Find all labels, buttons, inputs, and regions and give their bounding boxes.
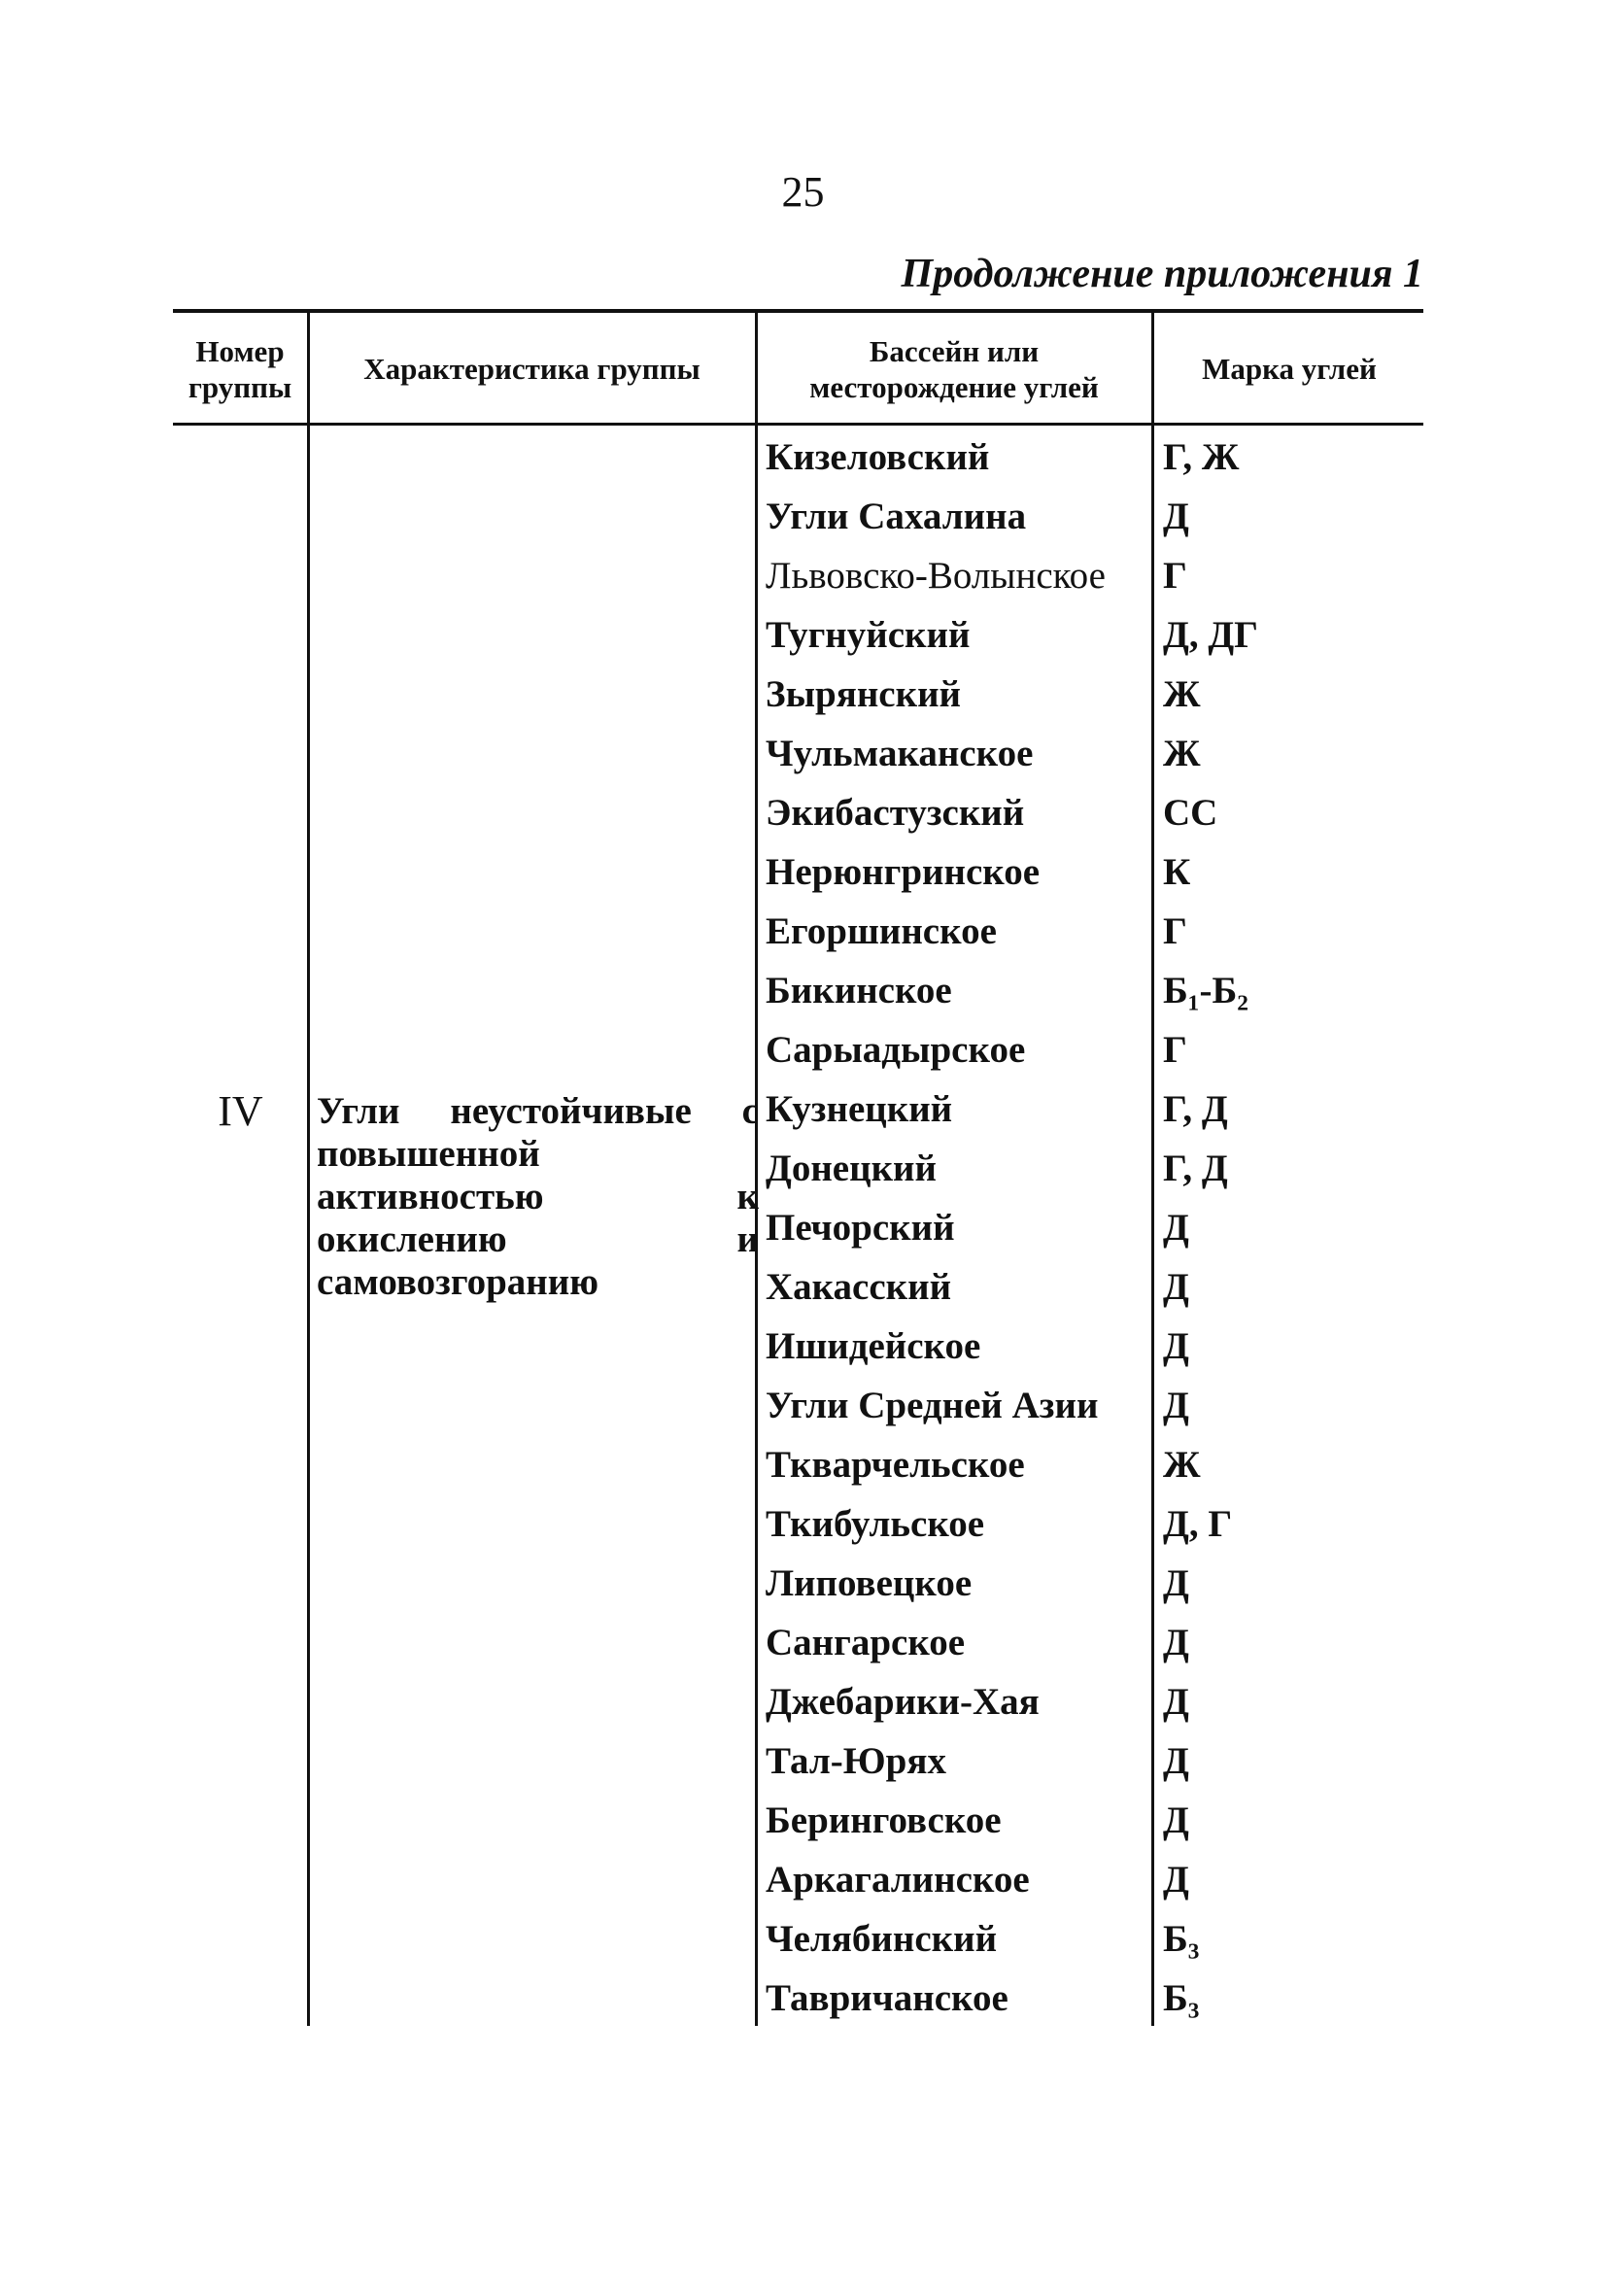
table-row [0, 665, 1606, 724]
basin-cell: Ишидейское [766, 1325, 981, 1367]
basin-cell: Джебарики-Хая [766, 1681, 1040, 1723]
table-row [0, 961, 1606, 1020]
grade-cell: Ж [1163, 733, 1201, 774]
table-row [0, 1850, 1606, 1909]
grade-cell: Д [1163, 1799, 1189, 1841]
table-row [0, 1554, 1606, 1613]
basin-cell: Ткибульское [766, 1503, 985, 1545]
header-basin: Бассейн или месторождение углей [809, 333, 1099, 404]
grade-cell: Г [1163, 910, 1187, 952]
table-row [0, 1494, 1606, 1554]
basin-cell: Экибастузский [766, 792, 1025, 834]
table-row [0, 902, 1606, 961]
basin-cell: Тугнуйский [766, 614, 971, 656]
basin-cell: Донецкий [766, 1148, 937, 1189]
basin-cell: Хакасский [766, 1266, 952, 1308]
grade-cell: Д [1163, 1325, 1189, 1367]
header-group-number: Номер группы [188, 333, 292, 404]
table-row [0, 546, 1606, 605]
basin-cell: Егоршинское [766, 910, 997, 952]
table-row [0, 724, 1606, 783]
basin-cell: Тал-Юрях [766, 1740, 946, 1782]
basin-cell: Ткварчельское [766, 1444, 1025, 1486]
table-row [0, 1909, 1606, 1969]
basin-cell: Угли Средней Азии [766, 1385, 1099, 1426]
grade-cell: Г, Д [1163, 1148, 1228, 1189]
basin-cell: Нерюнгринское [766, 851, 1041, 893]
table-row [0, 1791, 1606, 1850]
header-coal-grade: Марка углей [1202, 352, 1377, 386]
grade-cell: Д, ДГ [1163, 614, 1258, 656]
page-number: 25 [781, 168, 825, 216]
grade-cell: Б₃ [1163, 1918, 1200, 1960]
table-row [0, 783, 1606, 842]
grade-cell: Ж [1163, 1444, 1201, 1486]
table-row [0, 1257, 1606, 1317]
basin-cell: Львовско-Волынское [766, 555, 1106, 597]
table-row [0, 1020, 1606, 1079]
table-row [0, 842, 1606, 902]
grade-cell: Д [1163, 1681, 1189, 1723]
table-row [0, 1376, 1606, 1435]
grade-cell: Д [1163, 1385, 1189, 1426]
table-row [0, 487, 1606, 546]
basin-cell: Чульмаканское [766, 733, 1034, 774]
table-row [0, 1969, 1606, 2028]
basin-cell: Беринговское [766, 1799, 1002, 1841]
basin-cell: Аркагалинское [766, 1859, 1030, 1901]
grade-cell: Д [1163, 1266, 1189, 1308]
grade-cell: Б₁-Б₂ [1163, 970, 1248, 1011]
basin-cell: Челябинский [766, 1918, 998, 1960]
basin-cell: Угли Сахалина [766, 496, 1027, 537]
header-group-characteristic: Характеристика группы [363, 352, 700, 386]
basin-cell: Сарыадырское [766, 1029, 1026, 1071]
basin-cell: Кизеловский [766, 436, 990, 478]
table-row [0, 1435, 1606, 1494]
grade-cell: К [1163, 851, 1191, 893]
appendix-continuation-title: Продолжение приложения 1 [901, 252, 1423, 296]
table-row [0, 1139, 1606, 1198]
table-row [0, 1079, 1606, 1139]
basin-cell: Печорский [766, 1207, 955, 1249]
grade-cell: Д [1163, 1207, 1189, 1249]
grade-cell: Ж [1163, 673, 1201, 715]
table-row [0, 1317, 1606, 1376]
group-number-cell: IV [218, 1087, 263, 1135]
table-row [0, 1198, 1606, 1257]
table-row [0, 1731, 1606, 1791]
grade-cell: Г [1163, 555, 1187, 597]
basin-cell: Бикинское [766, 970, 952, 1011]
table-top-rule [173, 309, 1423, 313]
grade-cell: Д [1163, 496, 1189, 537]
basin-cell: Липовецкое [766, 1562, 973, 1604]
table-row [0, 1672, 1606, 1731]
grade-cell: Д [1163, 1622, 1189, 1663]
grade-cell: Д [1163, 1562, 1189, 1604]
grade-cell: Д, Г [1163, 1503, 1233, 1545]
basin-cell: Зырянский [766, 673, 962, 715]
grade-cell: СС [1163, 792, 1218, 834]
group-characteristic-cell: Угли неустойчивые с повышенной активностью к окислению и самовозгоранию [317, 1090, 759, 1303]
table-row [0, 605, 1606, 665]
grade-cell: Г, Д [1163, 1088, 1228, 1130]
basin-cell: Сангарское [766, 1622, 966, 1663]
table-row [0, 428, 1606, 487]
basin-cell: Тавричанское [766, 1977, 1008, 2019]
grade-cell: Д [1163, 1859, 1189, 1901]
grade-cell: Д [1163, 1740, 1189, 1782]
grade-cell: Г [1163, 1029, 1187, 1071]
basin-cell: Кузнецкий [766, 1088, 953, 1130]
table-row [0, 1613, 1606, 1672]
grade-cell: Б₃ [1163, 1977, 1200, 2019]
grade-cell: Г, Ж [1163, 436, 1240, 478]
